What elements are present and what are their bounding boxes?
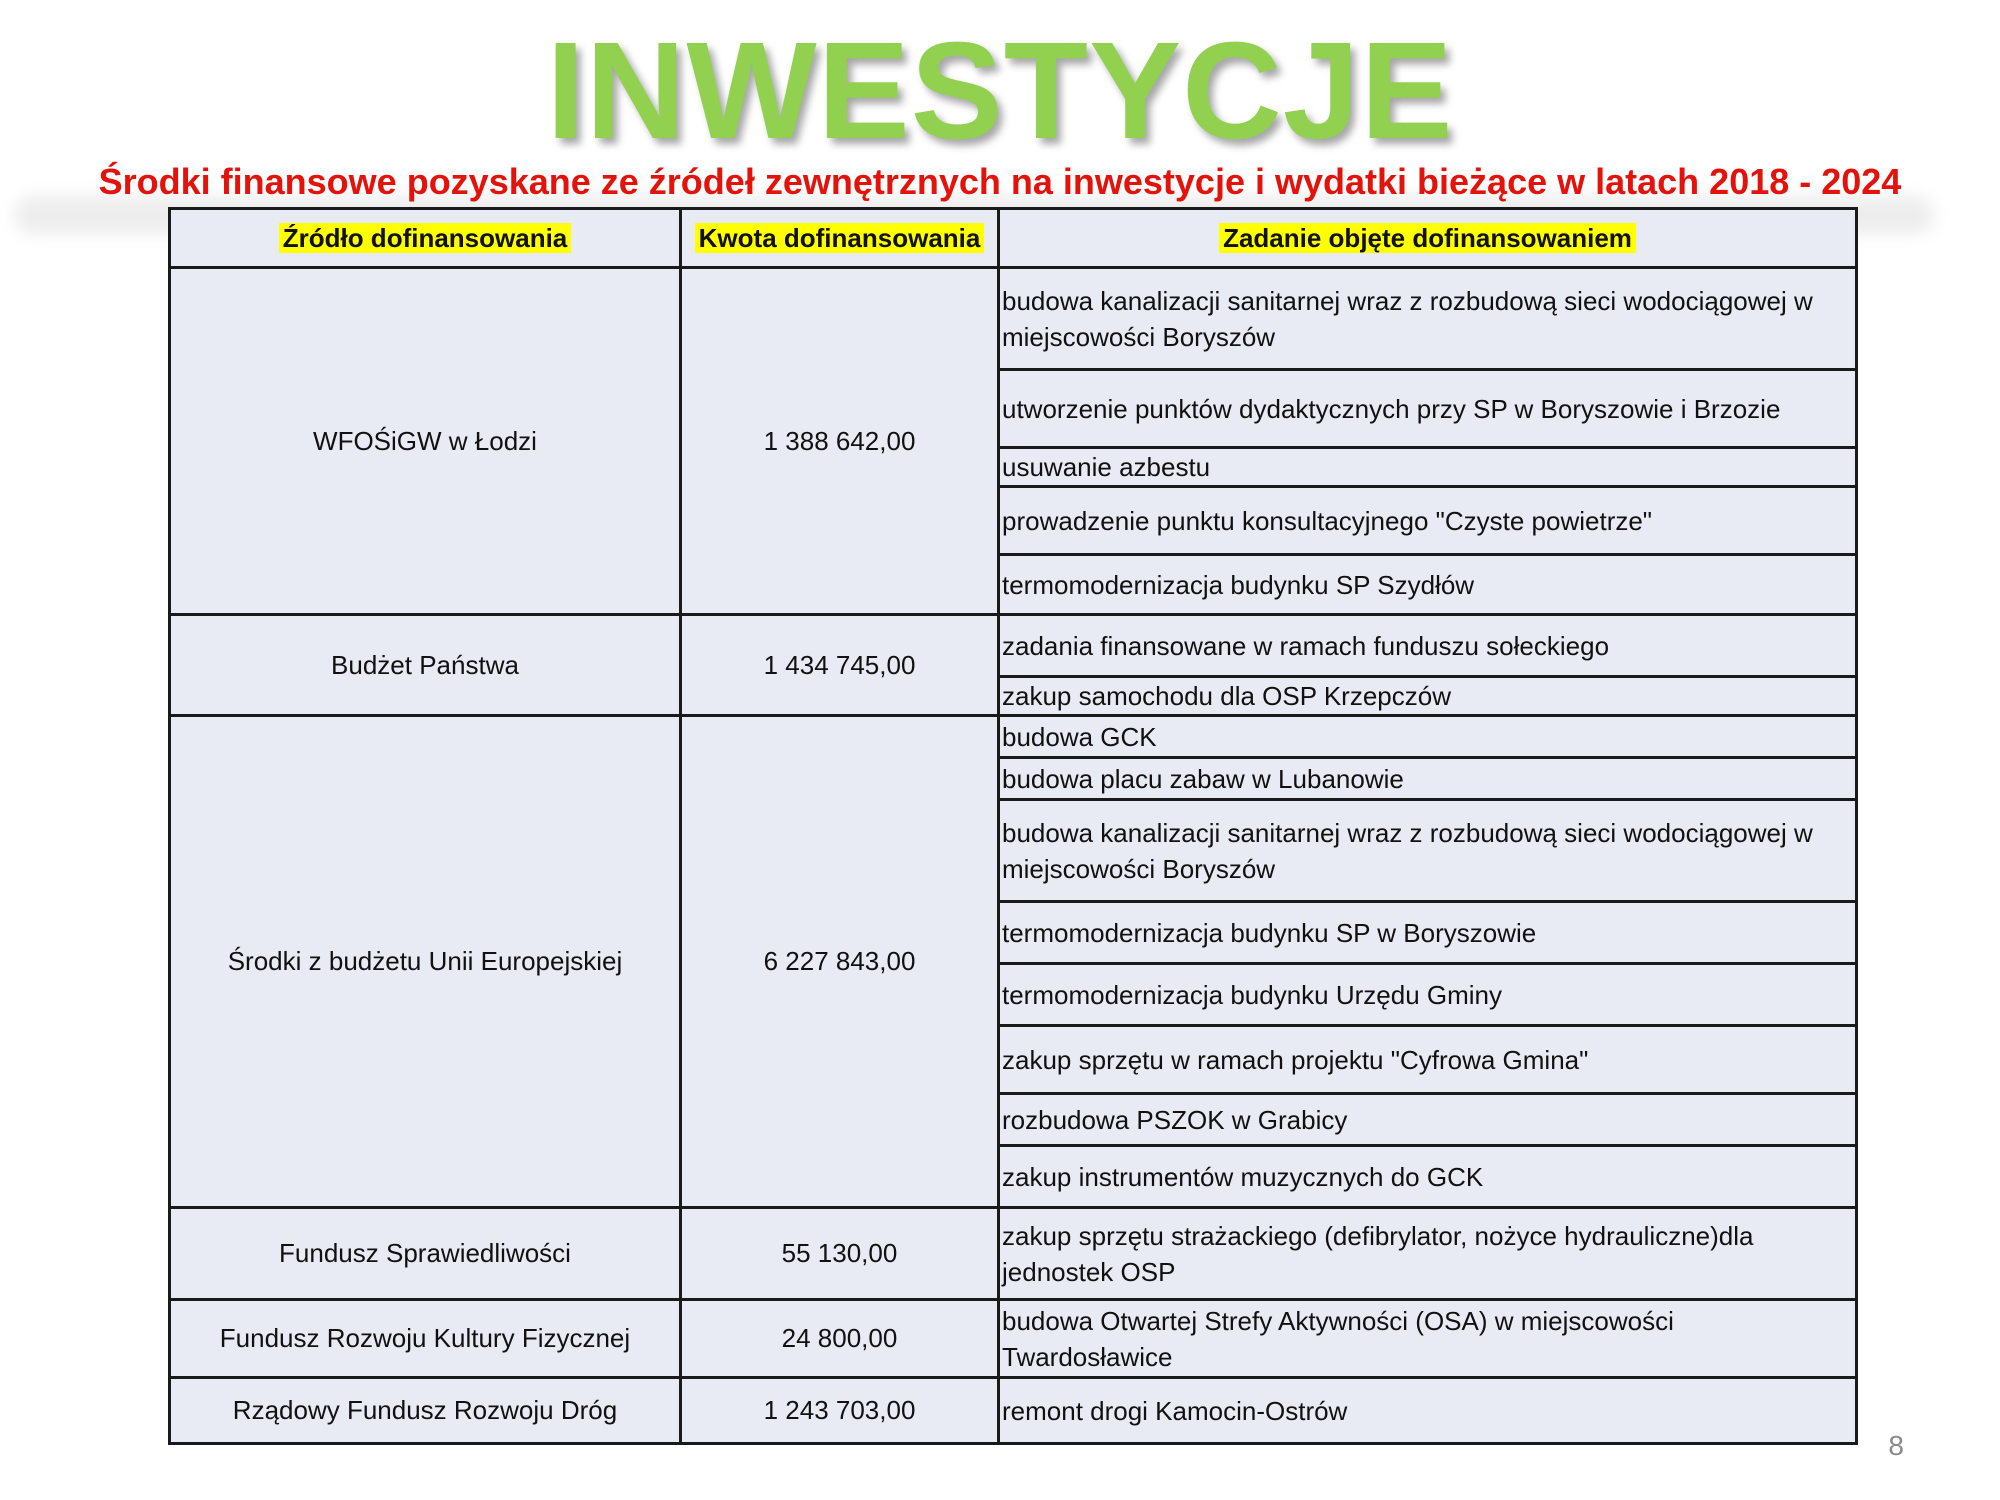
- amount-cell: 6 227 843,00: [681, 716, 999, 1208]
- task-cell: termomodernizacja budynku SP w Boryszowie: [999, 902, 1857, 964]
- source-cell: WFOŚiGW w Łodzi: [170, 268, 681, 615]
- task-cell: prowadzenie punktu konsultacyjnego "Czyste powietrze": [999, 487, 1857, 555]
- task-cell: budowa Otwartej Strefy Aktywności (OSA) w miejscowości Twardosławice: [999, 1300, 1857, 1378]
- task-cell: rozbudowa PSZOK w Grabicy: [999, 1094, 1857, 1146]
- source-cell: Fundusz Rozwoju Kultury Fizycznej: [170, 1300, 681, 1378]
- table-row: [170, 1208, 1857, 1300]
- task-cell: budowa placu zabaw w Lubanowie: [999, 758, 1857, 800]
- task-cell: zakup samochodu dla OSP Krzepczów: [999, 677, 1857, 716]
- table-row: [170, 268, 1857, 370]
- header-task-label: Zadanie objęte dofinansowaniem: [1219, 223, 1636, 253]
- amount-cell: 55 130,00: [681, 1208, 999, 1300]
- header-source-label: Źródło dofinansowania: [279, 223, 572, 253]
- header-amount: [681, 209, 999, 268]
- task-cell: budowa GCK: [999, 716, 1857, 758]
- amount-cell: 1 243 703,00: [681, 1378, 999, 1444]
- table-row: [170, 716, 1857, 758]
- header-amount-label: Kwota dofinansowania: [695, 223, 985, 253]
- table-row: [170, 615, 1857, 677]
- task-cell: zakup sprzętu w ramach projektu "Cyfrowa Gmina": [999, 1026, 1857, 1094]
- task-cell: zakup instrumentów muzycznych do GCK: [999, 1146, 1857, 1208]
- task-cell: zadania finansowane w ramach funduszu sołeckiego: [999, 615, 1857, 677]
- source-cell: Budżet Państwa: [170, 615, 681, 716]
- slide-title: INWESTYCJE: [546, 14, 1454, 168]
- page-number: 8: [1888, 1430, 1904, 1461]
- task-cell: utworzenie punktów dydaktycznych przy SP w Boryszowie i Brzozie: [999, 370, 1857, 448]
- source-cell: Środki z budżetu Unii Europejskiej: [170, 716, 681, 1208]
- amount-cell: 1 434 745,00: [681, 615, 999, 716]
- table-row: [170, 1378, 1857, 1444]
- task-cell: budowa kanalizacji sanitarnej wraz z rozbudową sieci wodociągowej w miejscowości Boryszów: [999, 268, 1857, 370]
- task-cell: termomodernizacja budynku SP Szydłów: [999, 555, 1857, 615]
- amount-cell: 24 800,00: [681, 1300, 999, 1378]
- task-cell: budowa kanalizacji sanitarnej wraz z rozbudową sieci wodociągowej w miejscowości Boryszów: [999, 800, 1857, 902]
- task-cell: zakup sprzętu strażackiego (defibrylator, nożyce hydrauliczne)dla jednostek OSP: [999, 1208, 1857, 1300]
- task-cell: remont drogi Kamocin-Ostrów: [999, 1378, 1857, 1444]
- source-cell: Fundusz Sprawiedliwości: [170, 1208, 681, 1300]
- header-task: [999, 209, 1857, 268]
- table-body: [170, 268, 1857, 1444]
- task-cell: usuwanie azbestu: [999, 448, 1857, 487]
- slide-subtitle: Środki finansowe pozyskane ze źródeł zewnętrznych na inwestycje i wydatki bieżące w latach 2018 - 2024: [98, 161, 1902, 202]
- funding-table: [168, 207, 1858, 1445]
- table-row: [170, 1300, 1857, 1378]
- table-header-row: [170, 209, 1857, 268]
- source-cell: Rządowy Fundusz Rozwoju Dróg: [170, 1378, 681, 1444]
- header-source: [170, 209, 681, 268]
- amount-cell: 1 388 642,00: [681, 268, 999, 615]
- task-cell: termomodernizacja budynku Urzędu Gminy: [999, 964, 1857, 1026]
